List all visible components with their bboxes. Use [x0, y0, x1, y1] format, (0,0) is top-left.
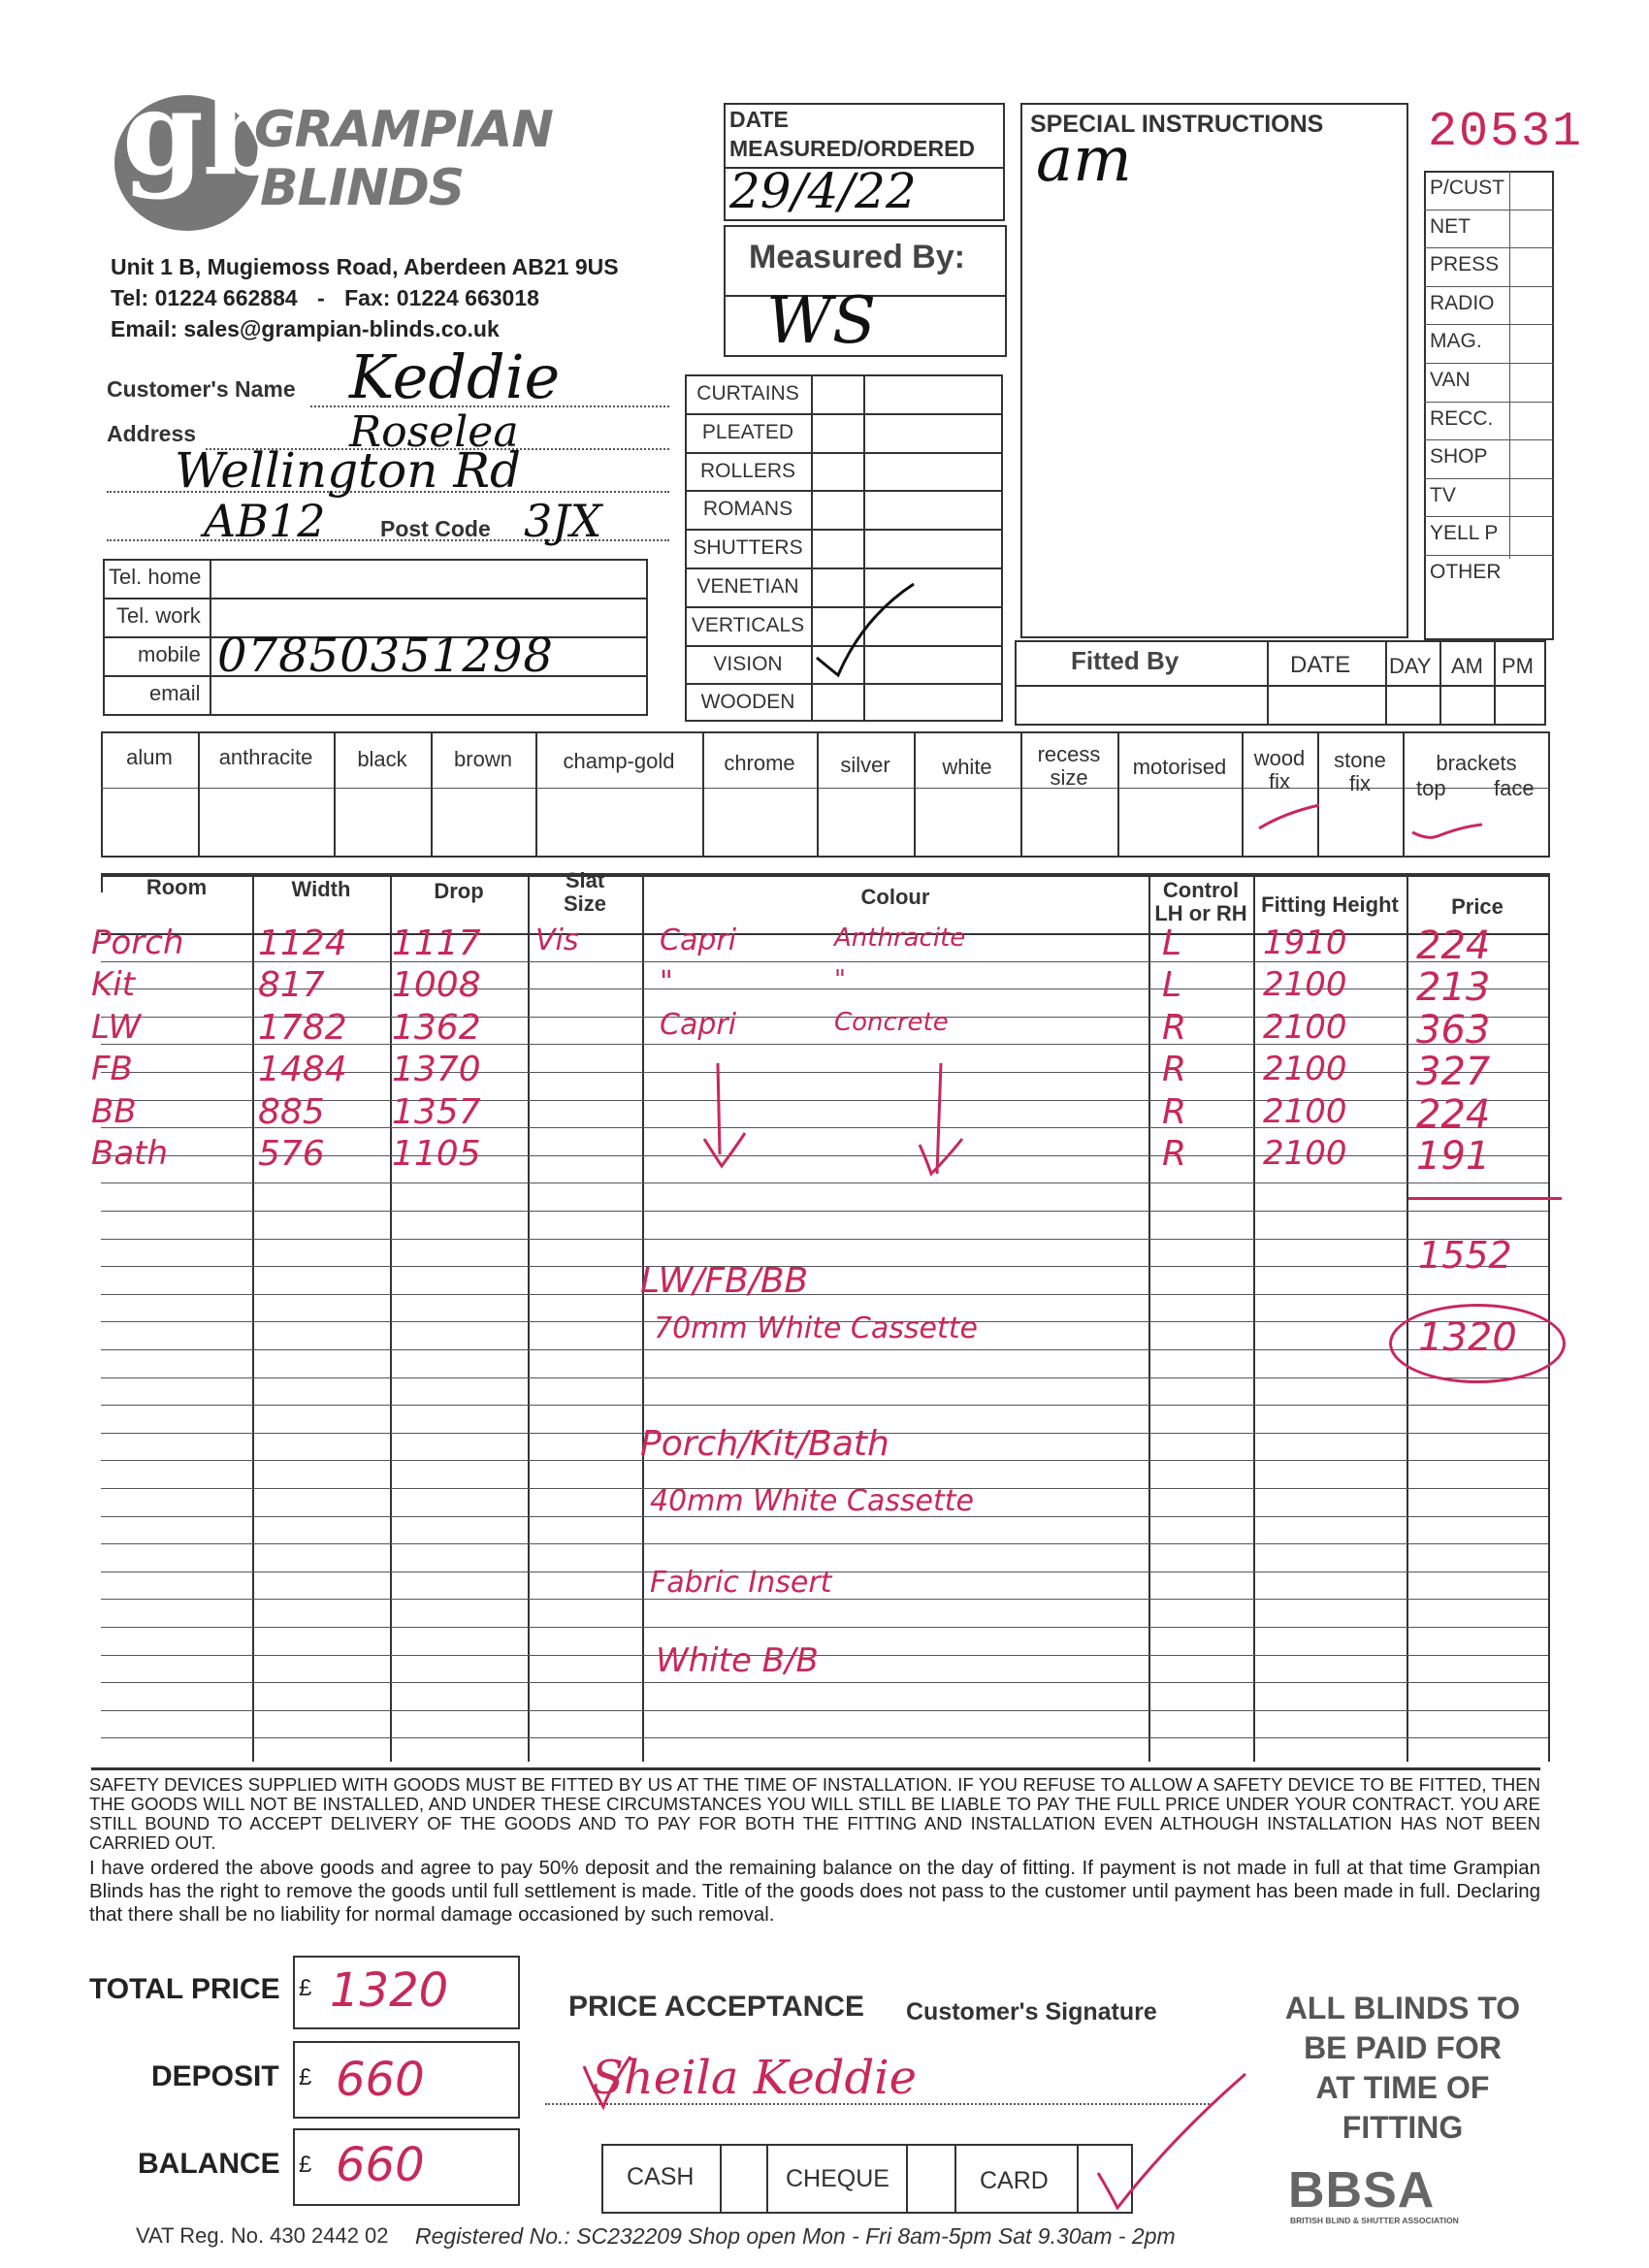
row-drop: 1008 — [392, 965, 481, 1006]
opt-white: white — [942, 755, 992, 779]
row-drop: 1105 — [392, 1134, 481, 1175]
row-control: R — [1162, 1134, 1187, 1175]
balance: 660 — [336, 2138, 425, 2192]
row-room: BB — [91, 1091, 137, 1131]
row-control: R — [1162, 1091, 1187, 1132]
total-currency: £ — [299, 1975, 312, 2001]
row-drop: 1362 — [392, 1007, 481, 1048]
company-fax: Fax: 01224 663018 — [344, 285, 539, 310]
row-height: 2100 — [1263, 1007, 1347, 1047]
mobile-value: 07850351298 — [217, 629, 554, 683]
row-colour2: " — [834, 965, 846, 995]
company-tel: Tel: 01224 662884 — [111, 285, 298, 310]
note-5: Fabric Insert — [650, 1566, 832, 1600]
hdr-price: Price — [1451, 894, 1504, 919]
row-drop: 1357 — [392, 1091, 481, 1132]
row-height: 2100 — [1263, 1091, 1347, 1131]
bbsa-sub: BRITISH BLIND & SHUTTER ASSOCIATION — [1290, 2216, 1459, 2225]
opt-champ-gold: champ-gold — [563, 749, 675, 773]
customer-name: Keddie — [349, 341, 561, 412]
subtotal: 1552 — [1418, 1234, 1512, 1277]
all-blinds-notice: ALL BLINDS TO BE PAID FOR AT TIME OF FITTING — [1284, 1991, 1521, 2145]
source-net: NET — [1430, 214, 1471, 238]
opt-alum: alum — [126, 745, 173, 769]
company-sep: - — [317, 285, 325, 310]
customer-signature: Sheila Keddie — [592, 2051, 917, 2105]
opt-brackets: brackets — [1436, 751, 1517, 775]
customer-signature-label: Customer's Signature — [906, 1998, 1157, 2025]
tel-work-label: Tel. work — [116, 603, 201, 628]
row-drop: 1370 — [392, 1050, 481, 1090]
row-height: 2100 — [1263, 1050, 1347, 1089]
opt-anthracite: anthracite — [218, 745, 313, 769]
special-instructions-value: am — [1036, 124, 1132, 196]
blind-type-wooden: WOODEN — [700, 691, 795, 714]
company-email: Email: sales@grampian-blinds.co.uk — [111, 316, 500, 341]
row-width: 576 — [258, 1134, 325, 1175]
note-1: LW/FB/BB — [640, 1261, 809, 1301]
payment-terms: I have ordered the above goods and agree to pay 50% deposit and the remaining balance on the day of fitting. If payment is not made in full at that time Grampian Blinds has the right to remove the goods until full settlement is made. Title of the goods does not pass to the customer until payment has been made in full. Declaring that there shall be no liability for normal damage occasioned by such removal. — [89, 1857, 1540, 1926]
opt-silver: silver — [840, 753, 890, 777]
top-tick-icon — [1408, 819, 1486, 848]
hdr-drop: Drop — [434, 879, 484, 903]
source-recc: RECC. — [1430, 406, 1494, 430]
row-price: 327 — [1416, 1050, 1491, 1095]
opt-top: top — [1416, 776, 1446, 800]
fitted-date-label: DATE — [1290, 652, 1351, 678]
row-price: 363 — [1416, 1007, 1491, 1053]
note-3: Porch/Kit/Bath — [640, 1424, 889, 1464]
blind-type-verticals: VERTICALS — [691, 613, 805, 636]
bbsa-logo: BBSA — [1288, 2162, 1436, 2219]
row-width: 885 — [258, 1091, 325, 1132]
fitted-am-label: AM — [1451, 654, 1483, 678]
wood-fix-tick-icon — [1255, 799, 1323, 838]
row-control: R — [1162, 1050, 1187, 1090]
source-other: OTHER — [1430, 561, 1502, 583]
source-tv: TV — [1430, 483, 1456, 506]
row-control: L — [1162, 923, 1182, 963]
blind-type-pleated: PLEATED — [701, 420, 794, 443]
blind-type-venetian: VENETIAN — [696, 575, 799, 598]
source-radio: RADIO — [1430, 291, 1495, 314]
source-mag: MAG. — [1430, 330, 1482, 353]
blind-type-vision: VISION — [713, 652, 783, 675]
date-label-1: DATE — [729, 107, 789, 132]
row-room: Bath — [91, 1134, 169, 1174]
address-label: Address — [107, 421, 197, 446]
address-line3: AB12 — [204, 495, 326, 547]
total-price: 1320 — [330, 1963, 449, 2018]
row-price: 224 — [1416, 923, 1491, 968]
deposit-currency: £ — [299, 2064, 312, 2090]
source-shop: SHOP — [1430, 445, 1488, 469]
opt-stone-fix: stone fix — [1334, 748, 1386, 795]
blind-type-curtains: CURTAINS — [696, 382, 799, 405]
hdr-colour: Colour — [860, 885, 930, 909]
row-price: 224 — [1416, 1091, 1491, 1137]
row-room: LW — [91, 1007, 142, 1047]
company-name-line1: GRAMPIAN — [254, 101, 553, 159]
row-slat: Vis — [535, 923, 579, 957]
row-control: R — [1162, 1007, 1187, 1048]
balance-label: BALANCE — [138, 2148, 280, 2180]
measured-by-label: Measured By: — [749, 239, 965, 275]
opt-recess-size: recess size — [1037, 742, 1101, 790]
blind-type-shutters: SHUTTERS — [693, 536, 803, 560]
date-label-2: MEASURED/ORDERED — [729, 136, 976, 161]
special-instructions-label: SPECIAL INSTRUCTIONS — [1030, 111, 1324, 138]
row-room: Porch — [91, 923, 184, 962]
row-width: 817 — [258, 965, 325, 1006]
mobile-label: mobile — [138, 642, 201, 666]
order-number: 20531 — [1428, 105, 1584, 160]
note-4: 40mm White Cassette — [650, 1484, 974, 1518]
company-phone-line — [111, 285, 539, 311]
opt-motorised: motorised — [1132, 755, 1227, 779]
opt-wood-fix: wood fix — [1253, 746, 1306, 794]
arrow-down-icon-2 — [912, 1057, 970, 1193]
measured-by-value: WS — [766, 283, 877, 358]
source-yellp: YELL P — [1430, 522, 1499, 545]
row-colour2: Anthracite — [834, 923, 966, 953]
hdr-width: Width — [291, 877, 351, 901]
balance-currency: £ — [299, 2152, 312, 2178]
row-width: 1124 — [258, 923, 347, 963]
row-height: 2100 — [1263, 1134, 1347, 1174]
row-colour1: Capri — [660, 1007, 737, 1042]
cash-label: CASH — [627, 2163, 695, 2190]
fitted-by-label: Fitted By — [1071, 646, 1180, 675]
card-label: CARD — [980, 2167, 1049, 2194]
date-value: 29/4/22 — [729, 163, 917, 219]
row-colour1: " — [660, 965, 673, 1000]
final-price: 1320 — [1418, 1315, 1517, 1360]
source-van: VAN — [1430, 369, 1471, 391]
row-width: 1484 — [258, 1050, 347, 1090]
email-label: email — [149, 681, 201, 705]
signature-tick-icon — [578, 2047, 636, 2115]
address-line1: Roselea — [349, 407, 519, 457]
safety-terms: SAFETY DEVICES SUPPLIED WITH GOODS MUST BE FITTED BY US AT THE TIME OF INSTALLATION. IF YOU REFUSE TO ALLOW A SAFETY DEVICE TO BE FITTED, THEN THE GOODS WILL NOT BE INSTALLED, AND UNDER THESE CIRCUMSTANCES YOU WILL STILL BE LIABLE TO PAY THE FULL PRICE UNDER YOUR CONTRACT. YOU ARE STILL BOUND TO ACCEPT DELIVERY OF THE GOODS AND TO PAY FOR BOTH THE FITTING AND INSTALLATION EVEN ALTHOUGH INSTALLATION HAS NOT BEEN CARRIED OUT. — [89, 1774, 1540, 1853]
hdr-slat-size: Slat Size — [563, 868, 607, 916]
opt-face: face — [1494, 776, 1535, 800]
card-tick-icon — [1079, 2066, 1253, 2231]
address-line2: Wellington Rd — [175, 442, 522, 499]
deposit-label: DEPOSIT — [151, 2060, 279, 2092]
postcode-label: Post Code — [380, 516, 491, 541]
customer-name-label: Customer's Name — [107, 376, 296, 402]
price-acceptance-title: PRICE ACCEPTANCE — [568, 1991, 865, 2023]
fitted-pm-label: PM — [1502, 654, 1534, 678]
note-2: 70mm White Cassette — [654, 1312, 978, 1345]
row-price: 213 — [1416, 965, 1491, 1011]
row-height: 1910 — [1263, 923, 1347, 962]
row-height: 2100 — [1263, 965, 1347, 1005]
logo-gb: gb — [122, 65, 285, 202]
blind-type-romans: ROMANS — [702, 498, 793, 521]
opt-brown: brown — [454, 747, 512, 771]
blind-type-rollers: ROLLERS — [699, 459, 796, 482]
tel-home-label: Tel. home — [109, 565, 202, 589]
cheque-label: CHEQUE — [786, 2165, 889, 2192]
vision-check-icon — [805, 578, 922, 685]
opt-chrome: chrome — [724, 751, 795, 775]
deposit: 660 — [336, 2053, 425, 2107]
arrow-down-icon — [698, 1057, 757, 1183]
note-6: White B/B — [656, 1641, 819, 1680]
postcode: 3JX — [524, 495, 602, 547]
row-room: FB — [91, 1050, 133, 1089]
source-pcust: P/CUST — [1430, 177, 1505, 199]
row-width: 1782 — [258, 1007, 347, 1048]
row-colour2: Concrete — [834, 1007, 949, 1037]
row-room: Kit — [91, 965, 136, 1005]
hdr-fitting-height: Fitting Height — [1261, 892, 1399, 917]
company-address: Unit 1 B, Mugiemoss Road, Aberdeen AB21 9US — [111, 254, 619, 279]
company-name-line2: BLINDS — [260, 159, 465, 217]
registered-number: Registered No.: SC232209 Shop open Mon - Fri 8am-5pm Sat 9.30am - 2pm — [415, 2223, 1176, 2249]
row-colour1: Capri — [660, 923, 737, 957]
source-press: PRESS — [1430, 253, 1500, 276]
fitted-day-label: DAY — [1389, 654, 1432, 678]
subtotal-rule — [1408, 1197, 1562, 1200]
hdr-room: Room — [146, 875, 208, 899]
opt-black: black — [357, 747, 407, 771]
row-control: L — [1162, 965, 1182, 1006]
row-drop: 1117 — [392, 923, 481, 963]
row-price: 191 — [1416, 1134, 1491, 1180]
hdr-control: Control LH or RH — [1154, 878, 1247, 925]
total-price-label: TOTAL PRICE — [89, 1973, 280, 2005]
vat-number: VAT Reg. No. 430 2442 02 — [136, 2223, 389, 2248]
